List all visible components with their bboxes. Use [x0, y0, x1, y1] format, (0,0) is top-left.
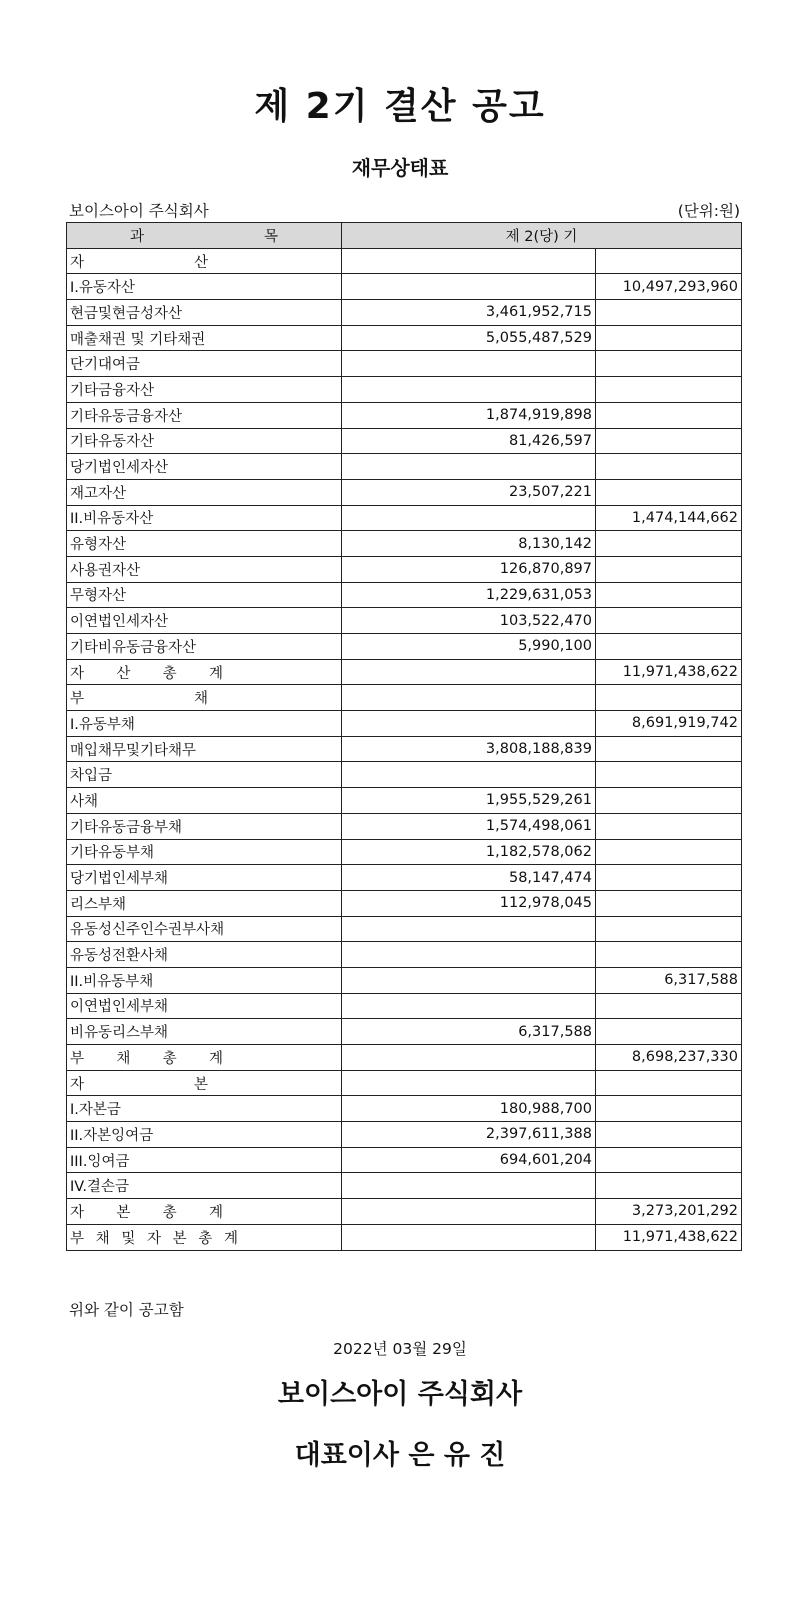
row-amount: 103,522,470 — [342, 608, 596, 634]
row-label-char: 계 — [223, 1230, 238, 1247]
row-amount: 126,870,897 — [342, 556, 596, 582]
table-row — [67, 1122, 742, 1148]
row-label-char: 및 — [121, 1230, 136, 1247]
row-label-char: 자 — [146, 1230, 161, 1247]
row-total: 10,497,293,960 — [596, 274, 742, 300]
row-total — [596, 788, 742, 814]
table-row — [67, 762, 742, 788]
row-label: III.잉여금 — [67, 1147, 342, 1173]
row-total — [596, 531, 742, 557]
row-total: 8,698,237,330 — [596, 1045, 742, 1071]
row-total — [596, 1019, 742, 1045]
row-label-char: 채 — [116, 1050, 131, 1067]
row-amount: 180,988,700 — [342, 1096, 596, 1122]
row-total: 6,317,588 — [596, 967, 742, 993]
table-row — [67, 865, 742, 891]
row-total — [596, 351, 742, 377]
table-row — [67, 916, 742, 942]
row-label: 기타유동금융부채 — [67, 813, 342, 839]
table-row — [67, 839, 742, 865]
row-total — [596, 685, 742, 711]
row-amount: 5,055,487,529 — [342, 325, 596, 351]
row-label-char: 계 — [208, 1204, 223, 1221]
row-total — [596, 248, 742, 274]
row-total — [596, 942, 742, 968]
row-label: I.자본금 — [67, 1096, 342, 1122]
row-label-char: 부 — [70, 1230, 85, 1247]
table-header-row — [67, 223, 742, 249]
row-total — [596, 1173, 742, 1199]
row-amount — [342, 762, 596, 788]
row-amount: 5,990,100 — [342, 634, 596, 660]
row-total — [596, 762, 742, 788]
row-amount — [342, 659, 596, 685]
row-amount: 3,461,952,715 — [342, 300, 596, 326]
row-amount: 6,317,588 — [342, 1019, 596, 1045]
table-row — [67, 608, 742, 634]
row-label: II.자본잉여금 — [67, 1122, 342, 1148]
row-label-char: 부 — [70, 691, 85, 708]
row-total — [596, 813, 742, 839]
row-amount: 1,955,529,261 — [342, 788, 596, 814]
row-total: 11,971,438,622 — [596, 1224, 742, 1250]
table-row — [67, 634, 742, 660]
row-label-char: 본 — [172, 1230, 187, 1247]
header-period — [342, 223, 742, 249]
row-total — [596, 993, 742, 1019]
row-total — [596, 582, 742, 608]
row-amount — [342, 685, 596, 711]
table-row — [67, 1147, 742, 1173]
row-label: 유동성전환사채 — [67, 942, 342, 968]
row-label-char: 자 — [70, 665, 85, 682]
row-label: 사용권자산 — [67, 556, 342, 582]
row-amount — [342, 993, 596, 1019]
row-amount: 1,182,578,062 — [342, 839, 596, 865]
row-label: II.비유동부채 — [67, 967, 342, 993]
row-label: 리스부채 — [67, 890, 342, 916]
table-row — [67, 890, 742, 916]
row-total — [596, 1096, 742, 1122]
row-total — [596, 634, 742, 660]
row-label: I.유동자산 — [67, 274, 342, 300]
row-total — [596, 736, 742, 762]
company-name: 보이스아이 주식회사 — [69, 202, 209, 220]
row-label-char: 본 — [116, 1204, 131, 1221]
row-total — [596, 325, 742, 351]
row-label: 이연법인세부채 — [67, 993, 342, 1019]
row-amount: 58,147,474 — [342, 865, 596, 891]
row-label: 당기법인세자산 — [67, 454, 342, 480]
row-label-char: 총 — [162, 665, 177, 682]
table-row — [67, 402, 742, 428]
row-total — [596, 1147, 742, 1173]
header-period-label: 제 2(당) 기 — [505, 228, 578, 245]
table-row — [67, 1045, 742, 1071]
row-label-char: 총 — [198, 1230, 213, 1247]
header-account-a: 과 — [130, 228, 145, 245]
row-amount — [342, 1045, 596, 1071]
page-title: 제 2기 결산 공고 — [254, 86, 546, 127]
table-row — [67, 993, 742, 1019]
row-label: 비유동리스부채 — [67, 1019, 342, 1045]
row-amount: 23,507,221 — [342, 479, 596, 505]
row-label: 당기법인세부채 — [67, 865, 342, 891]
row-amount: 2,397,611,388 — [342, 1122, 596, 1148]
row-label: 이연법인세자산 — [67, 608, 342, 634]
table-row — [67, 967, 742, 993]
table-row — [67, 942, 742, 968]
row-label — [67, 685, 342, 711]
table-row — [67, 1070, 742, 1096]
row-amount — [342, 1199, 596, 1225]
signature-ceo: 대표이사 은 유 진 — [294, 1440, 506, 1471]
table-row — [67, 736, 742, 762]
table-row — [67, 300, 742, 326]
row-label-char: 부 — [70, 1050, 85, 1067]
row-total — [596, 890, 742, 916]
row-label-char: 채 — [95, 1230, 110, 1247]
row-label: 기타유동부채 — [67, 839, 342, 865]
row-amount — [342, 942, 596, 968]
notice-date: 2022년 03월 29일 — [333, 1340, 467, 1358]
row-amount: 694,601,204 — [342, 1147, 596, 1173]
row-amount — [342, 351, 596, 377]
header-account-b: 목 — [263, 228, 278, 245]
row-amount — [342, 1224, 596, 1250]
row-label: I.유동부채 — [67, 711, 342, 737]
row-amount — [342, 711, 596, 737]
row-label: 사채 — [67, 788, 342, 814]
table-row — [67, 659, 742, 685]
row-total: 11,971,438,622 — [596, 659, 742, 685]
table-row — [67, 1019, 742, 1045]
row-total: 1,474,144,662 — [596, 505, 742, 531]
row-label-char: 자 — [70, 1076, 85, 1093]
table-row — [67, 556, 742, 582]
row-label: 기타유동자산 — [67, 428, 342, 454]
table-row — [67, 428, 742, 454]
row-amount: 3,808,188,839 — [342, 736, 596, 762]
notice-text: 위와 같이 공고함 — [69, 1301, 184, 1319]
row-label: 유동성신주인수권부사채 — [67, 916, 342, 942]
table-row — [67, 325, 742, 351]
row-label — [67, 1070, 342, 1096]
row-label: 재고자산 — [67, 479, 342, 505]
row-total — [596, 479, 742, 505]
row-label-char: 채 — [193, 691, 208, 708]
row-label: 차입금 — [67, 762, 342, 788]
row-total — [596, 916, 742, 942]
row-label-char: 총 — [162, 1204, 177, 1221]
row-total — [596, 1122, 742, 1148]
row-amount: 81,426,597 — [342, 428, 596, 454]
row-amount — [342, 505, 596, 531]
row-total — [596, 402, 742, 428]
row-amount — [342, 274, 596, 300]
row-label-char: 산 — [116, 665, 131, 682]
table-row — [67, 813, 742, 839]
table-row — [67, 377, 742, 403]
unit-label: (단위:원) — [677, 202, 740, 220]
row-label: II.비유동자산 — [67, 505, 342, 531]
row-label: IV.결손금 — [67, 1173, 342, 1199]
row-label — [67, 1045, 342, 1071]
row-amount — [342, 1173, 596, 1199]
row-amount — [342, 377, 596, 403]
row-amount: 1,229,631,053 — [342, 582, 596, 608]
table-row — [67, 454, 742, 480]
row-label: 기타유동금융자산 — [67, 402, 342, 428]
table-row — [67, 1173, 742, 1199]
row-total — [596, 1070, 742, 1096]
row-label: 기타금융자산 — [67, 377, 342, 403]
row-label-char: 계 — [208, 665, 223, 682]
row-label — [67, 248, 342, 274]
table-row — [67, 248, 742, 274]
financial-statement-table — [66, 222, 742, 1251]
row-amount: 1,874,919,898 — [342, 402, 596, 428]
table-row — [67, 479, 742, 505]
row-label — [67, 1224, 342, 1250]
table-row — [67, 531, 742, 557]
row-amount: 8,130,142 — [342, 531, 596, 557]
row-total — [596, 300, 742, 326]
statement-subtitle: 재무상태표 — [351, 156, 449, 180]
table-row — [67, 685, 742, 711]
row-label-char: 자 — [70, 254, 85, 271]
row-label: 현금및현금성자산 — [67, 300, 342, 326]
table-row — [67, 1224, 742, 1250]
row-amount: 112,978,045 — [342, 890, 596, 916]
table-row — [67, 351, 742, 377]
row-amount — [342, 916, 596, 942]
row-label-char: 자 — [70, 1204, 85, 1221]
row-amount: 1,574,498,061 — [342, 813, 596, 839]
row-label: 매출채권 및 기타채권 — [67, 325, 342, 351]
header-account — [67, 223, 342, 249]
row-total — [596, 428, 742, 454]
table-row — [67, 505, 742, 531]
row-label: 유형자산 — [67, 531, 342, 557]
row-label: 매입채무및기타채무 — [67, 736, 342, 762]
table-row — [67, 1096, 742, 1122]
row-label-char: 산 — [193, 254, 208, 271]
row-total — [596, 377, 742, 403]
row-label — [67, 1199, 342, 1225]
row-total — [596, 608, 742, 634]
table-body — [67, 248, 742, 1250]
row-label: 단기대여금 — [67, 351, 342, 377]
row-total: 8,691,919,742 — [596, 711, 742, 737]
row-amount — [342, 1070, 596, 1096]
row-total — [596, 556, 742, 582]
table-row — [67, 711, 742, 737]
row-label-char: 본 — [193, 1076, 208, 1093]
row-amount — [342, 248, 596, 274]
row-label-char: 계 — [208, 1050, 223, 1067]
table-row — [67, 274, 742, 300]
row-label — [67, 659, 342, 685]
row-label-char: 총 — [162, 1050, 177, 1067]
table-row — [67, 788, 742, 814]
table-row — [67, 1199, 742, 1225]
row-total — [596, 454, 742, 480]
row-total: 3,273,201,292 — [596, 1199, 742, 1225]
table-row — [67, 582, 742, 608]
row-total — [596, 865, 742, 891]
row-total — [596, 839, 742, 865]
row-label: 기타비유동금융자산 — [67, 634, 342, 660]
row-amount — [342, 454, 596, 480]
row-amount — [342, 967, 596, 993]
row-label: 무형자산 — [67, 582, 342, 608]
signature-company: 보이스아이 주식회사 — [277, 1379, 523, 1410]
